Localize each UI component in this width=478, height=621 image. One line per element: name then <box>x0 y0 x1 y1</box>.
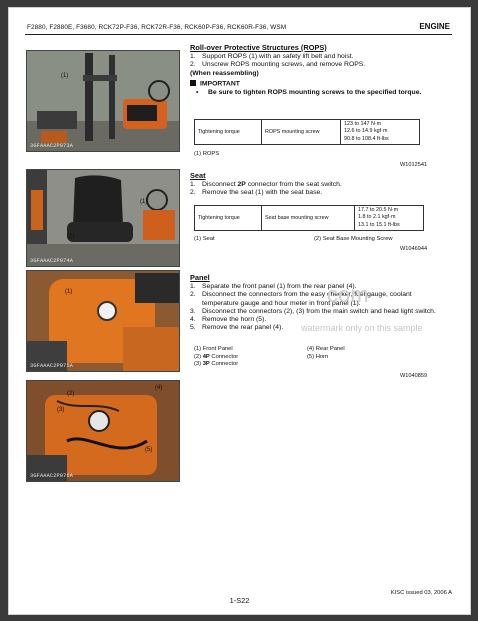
panel-legend-item <box>194 354 238 362</box>
seat-title: Seat <box>190 171 206 180</box>
panel-step-text: Remove the rear panel (4). <box>202 324 284 332</box>
panel-legend-item <box>194 361 238 369</box>
panel-step-text: Disconnect the connectors (2), (3) from the main switch and head light switch. <box>202 307 436 315</box>
rops-torque-table <box>194 119 420 145</box>
front-panel-illustration <box>27 271 179 371</box>
photo-panel-wiring <box>26 380 180 482</box>
photo-front-panel <box>26 270 180 372</box>
seat-step-text-pre: Disconnect <box>202 181 238 189</box>
header-rule <box>25 34 452 35</box>
panel-wiring-illustration <box>27 381 179 481</box>
watermark-domain: com <box>327 282 369 307</box>
photo2-code: 3GFAAAC2P074A <box>30 258 74 264</box>
photo4-callout-5: (5) <box>145 447 153 453</box>
panel-step <box>190 283 450 291</box>
seat-illustration <box>27 170 179 266</box>
panel-title: Panel <box>190 273 210 282</box>
panel-legend-item: (4) Rear Panel <box>307 346 345 352</box>
photo4-callout-4: (4) <box>155 385 163 391</box>
rops-step-text: Support ROPS (1) with an safety lift belt and hoist. <box>202 53 354 61</box>
rops-step <box>190 61 450 69</box>
photo-rops <box>26 50 180 152</box>
photo4-callout-2: (2) <box>67 391 75 397</box>
panel-step-number: 4. <box>190 316 196 324</box>
torque-label: Tightening torque <box>195 120 262 145</box>
panel-legend-right <box>307 346 345 361</box>
rops-ref: W1012541 <box>400 162 428 168</box>
panel-step-number: 1. <box>190 283 196 291</box>
panel-step-number: 3. <box>190 307 196 315</box>
important-icon <box>190 80 196 86</box>
rops-important-label <box>190 80 450 89</box>
seat-torque-table <box>194 205 424 231</box>
panel-legend-text: (1) Front Panel <box>194 346 233 352</box>
rops-title: Roll-over Protective Structures (ROPS) <box>190 43 327 52</box>
header-models: F2880, F2880E, F3680, RCK72P-F36, RCK72R-F36, RCK60P-F36, RCK60R-F36, WSM <box>27 24 287 31</box>
rops-step <box>190 53 450 61</box>
footer-issued: KISC issued 03, 2006 A <box>390 590 452 596</box>
rops-step-number: 2. <box>190 61 196 69</box>
photo2-callout-2: (2) <box>67 234 75 240</box>
panel-step-text: Disconnect the connectors from the easy checker, fuel gauge, coolant temperature gauge and hour meter in front panel (1). <box>202 291 412 307</box>
seat-step-text-post: connector from the seat switch. <box>245 181 342 189</box>
footer-page-number: 1-S22 <box>229 596 250 605</box>
panel-step-number: 5. <box>190 324 196 332</box>
torque-values <box>341 120 420 145</box>
panel-legend-bold: 4P <box>202 353 210 360</box>
rops-legend: (1) ROPS <box>194 151 220 157</box>
rops-step-number: 1. <box>190 53 196 61</box>
watermark-sample: watermark only on this sample <box>301 323 423 333</box>
torque-value-ftlbs: 90.8 to 108.4 ft-lbs <box>344 135 389 142</box>
panel-legend-item: (5) Horn <box>307 353 329 360</box>
panel-legend-text: (2) <box>194 353 203 360</box>
rops-section <box>190 43 450 97</box>
torque-value-kgfm: 1.8 to 2.1 kgf·m <box>358 214 396 221</box>
seat-step <box>190 181 450 189</box>
panel-ref: W1040859 <box>400 373 428 379</box>
seat-step-number: 1. <box>190 181 196 189</box>
panel-legend-bold: 3P <box>202 361 210 368</box>
panel-legend-left <box>194 346 238 369</box>
photo-seat <box>26 169 180 267</box>
panel-legend-text: (3) <box>194 361 203 368</box>
torque-item: Seat base mounting screw <box>262 206 355 231</box>
photo2-callout-1: (1) <box>140 199 148 205</box>
photo3-callout-1: (1) <box>65 289 73 295</box>
seat-section <box>190 171 450 198</box>
panel-step-number: 2. <box>190 291 196 299</box>
bullet-icon: • <box>196 88 199 96</box>
seat-step-number: 2. <box>190 189 196 197</box>
seat-step <box>190 189 450 197</box>
rops-illustration <box>27 51 179 151</box>
rops-step-text: Unscrew ROPS mounting screws, and remove ROPS. <box>202 61 366 69</box>
important-label-text: IMPORTANT <box>200 80 240 88</box>
panel-legend-text: Connector <box>209 361 239 368</box>
torque-label: Tightening torque <box>195 206 262 231</box>
seat-step-text: Remove the seat (1) with the seat base. <box>202 189 323 197</box>
photo4-code: 3GFAAAC2P076A <box>30 473 74 479</box>
header-section: ENGINE <box>419 22 450 31</box>
seat-ref: W1046944 <box>400 246 428 252</box>
seat-legend-2: (2) Seat Base Mounting Screw <box>314 236 393 242</box>
rops-when-reassembling: (When reassembling) <box>190 69 259 77</box>
photo3-code: 3GFAAAC2P075A <box>30 363 74 369</box>
important-text: Be sure to tighten ROPS mounting screws to the specified torque. <box>208 88 422 96</box>
torque-value-kgfm: 12.6 to 14.9 kgf·m <box>344 128 388 135</box>
seat-legend-1: (1) Seat <box>194 236 215 242</box>
panel-step <box>190 291 450 308</box>
torque-values <box>355 206 424 231</box>
torque-value-ftlbs: 13.1 to 15.1 ft-lbs <box>358 221 400 228</box>
seat-step-text <box>202 181 450 189</box>
panel-legend-item <box>194 346 238 354</box>
panel-legend-text: Connector <box>209 353 239 360</box>
panel-step <box>190 308 450 316</box>
photo1-callout-1: (1) <box>61 73 69 79</box>
torque-value-nm: 123 to 147 N·m <box>344 121 382 127</box>
photo1-code: 3GFAAAC2P073A <box>30 143 74 149</box>
seat-step-text-bold: 2P <box>237 181 246 189</box>
manual-page <box>9 8 470 614</box>
photo4-callout-3: (3) <box>57 407 65 413</box>
torque-item: ROPS mounting screw <box>262 120 341 145</box>
torque-value-nm: 17.7 to 20.5 N·m <box>358 207 399 213</box>
rops-important-text <box>190 89 450 97</box>
panel-step-text: Remove the horn (5). <box>202 316 267 324</box>
panel-step-text: Separate the front panel (1) from the rear panel (4). <box>202 283 357 291</box>
